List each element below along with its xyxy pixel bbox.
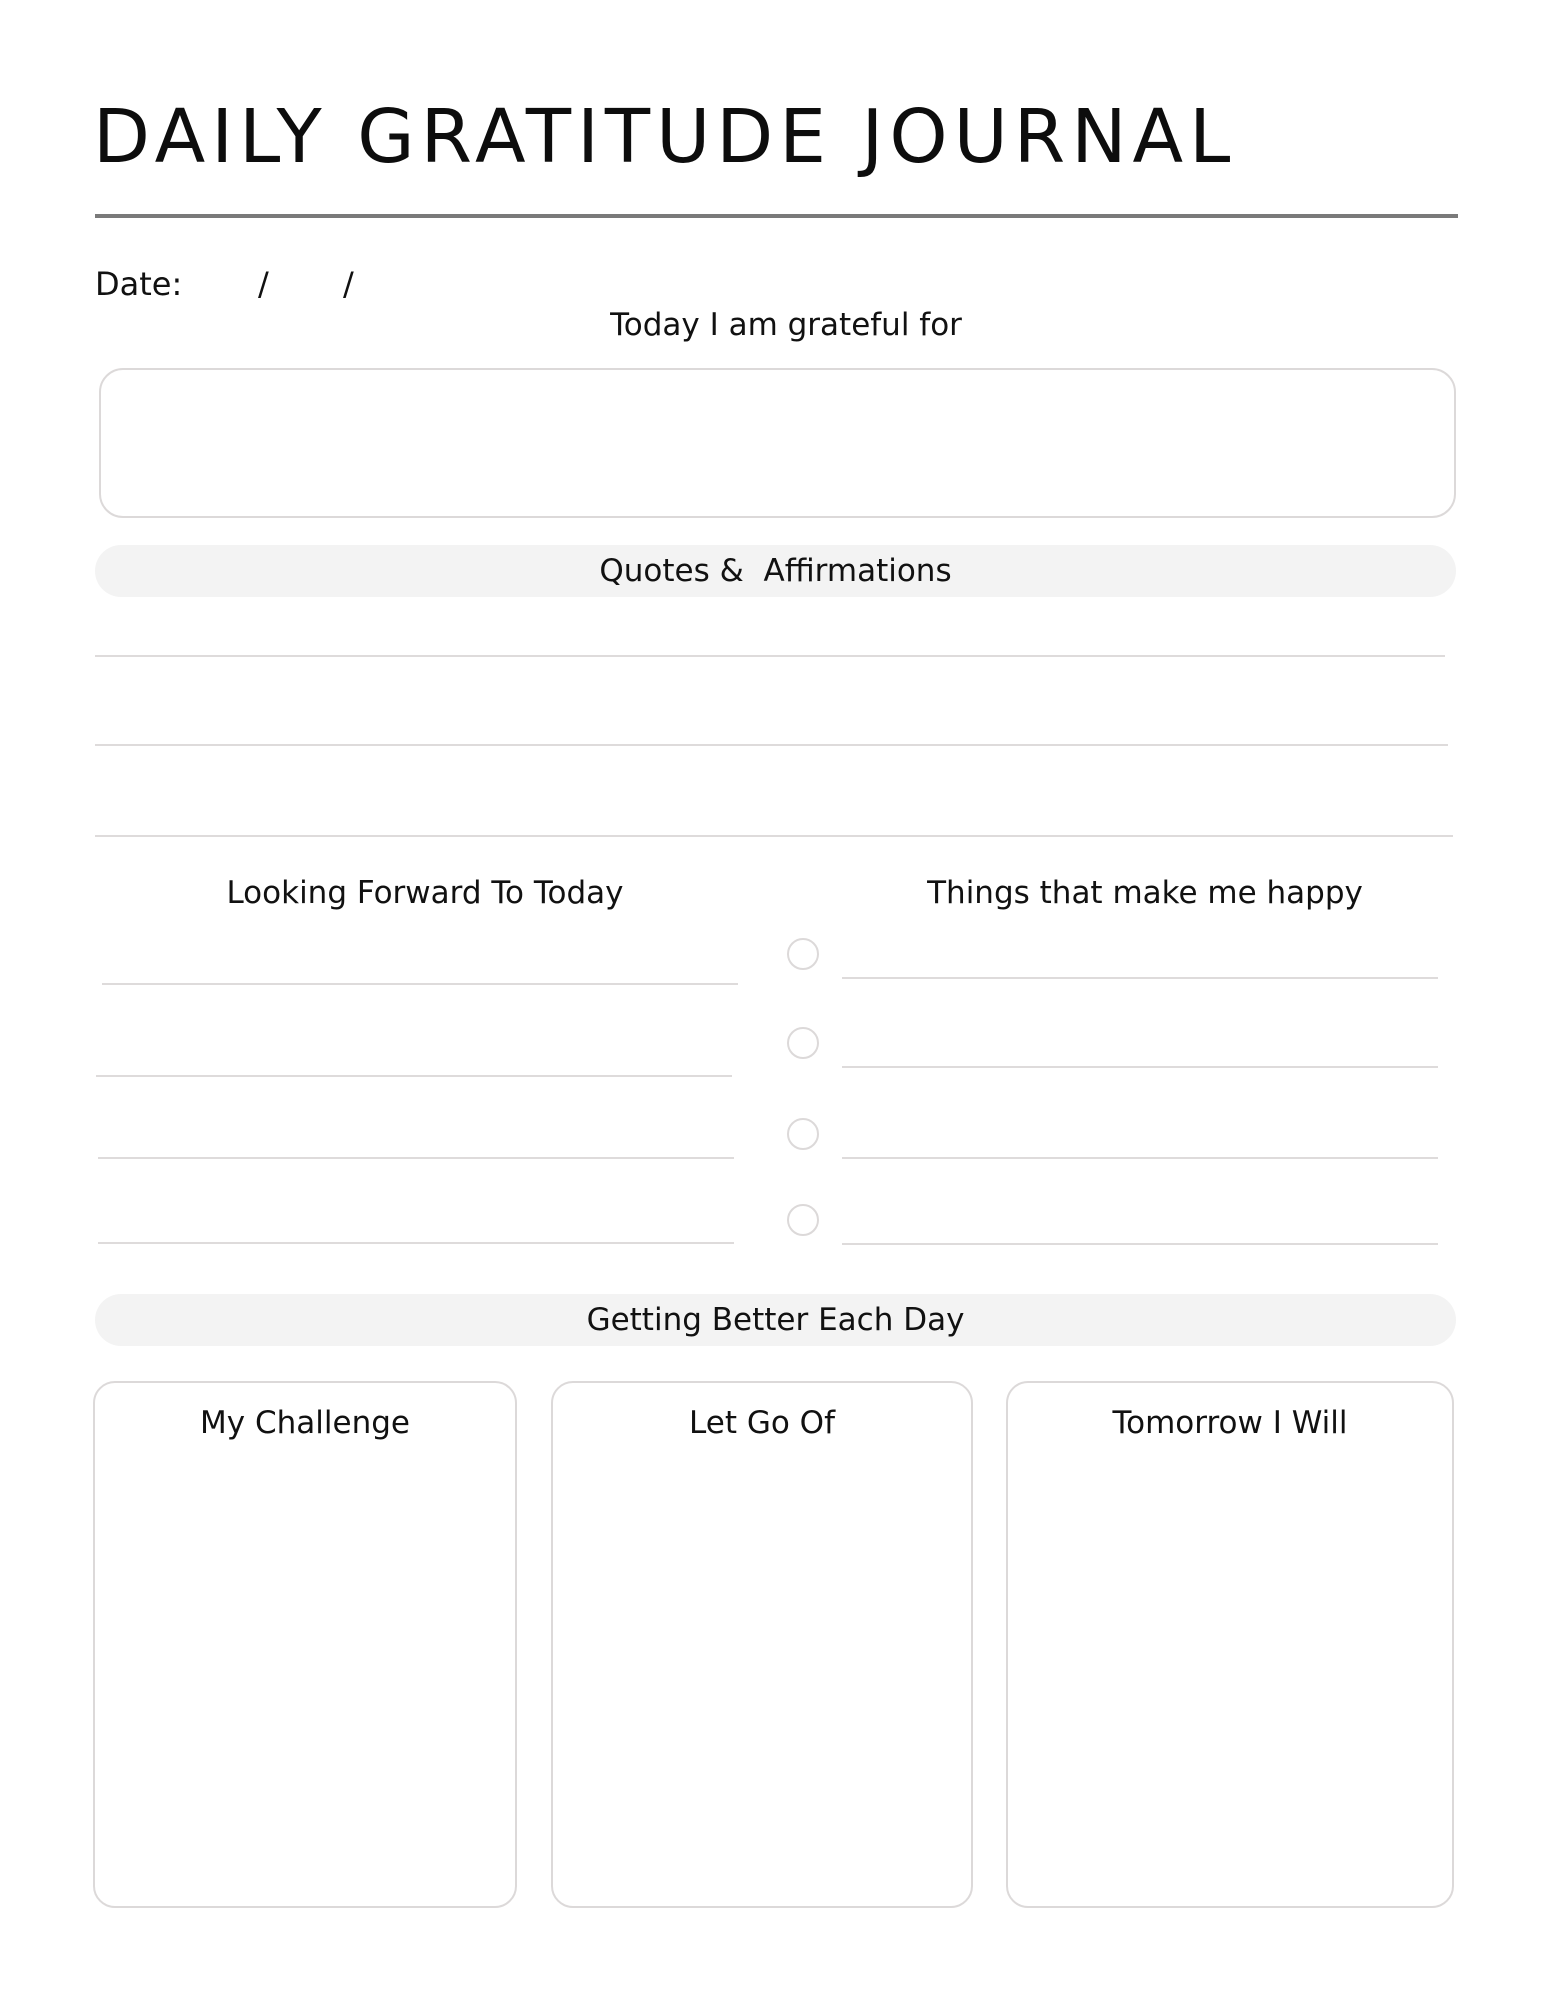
quotes-affirmations-heading	[95, 545, 1456, 597]
card-title: Let Go Of	[689, 1405, 835, 1441]
happy-line-3[interactable]	[842, 1157, 1438, 1159]
looking-forward-line-4[interactable]	[98, 1242, 734, 1244]
quotes-line-3[interactable]	[95, 835, 1453, 837]
looking-forward-line-3[interactable]	[98, 1157, 734, 1159]
grateful-input-box[interactable]	[99, 368, 1456, 518]
happy-checkbox-3[interactable]	[787, 1118, 819, 1150]
happy-line-4[interactable]	[842, 1243, 1438, 1245]
happy-heading: Things that make me happy	[927, 875, 1363, 911]
title-divider	[95, 214, 1458, 218]
quotes-line-1[interactable]	[95, 655, 1445, 657]
grateful-heading: Today I am grateful for	[610, 307, 962, 343]
card-title: Tomorrow I Will	[1112, 1405, 1348, 1441]
looking-forward-heading: Looking Forward To Today	[226, 875, 624, 911]
happy-line-1[interactable]	[842, 977, 1438, 979]
getting-better-heading	[95, 1294, 1456, 1346]
quotes-affirmations-label: Quotes & Affirmations	[599, 553, 952, 589]
page-title: DAILY GRATITUDE JOURNAL	[93, 94, 1237, 180]
card-let-go-of[interactable]	[551, 1381, 973, 1908]
card-tomorrow-i-will[interactable]	[1006, 1381, 1454, 1908]
getting-better-label: Getting Better Each Day	[586, 1302, 965, 1338]
happy-checkbox-2[interactable]	[787, 1027, 819, 1059]
date-separator-1: /	[258, 265, 269, 303]
date-separator-2: /	[343, 265, 354, 303]
card-my-challenge[interactable]	[93, 1381, 517, 1908]
looking-forward-line-2[interactable]	[96, 1075, 732, 1077]
date-field[interactable]	[95, 262, 395, 306]
card-title: My Challenge	[200, 1405, 410, 1441]
looking-forward-line-1[interactable]	[102, 983, 738, 985]
happy-checkbox-4[interactable]	[787, 1204, 819, 1236]
happy-line-2[interactable]	[842, 1066, 1438, 1068]
date-label: Date:	[95, 265, 183, 303]
quotes-line-2[interactable]	[95, 744, 1448, 746]
happy-checkbox-1[interactable]	[787, 938, 819, 970]
